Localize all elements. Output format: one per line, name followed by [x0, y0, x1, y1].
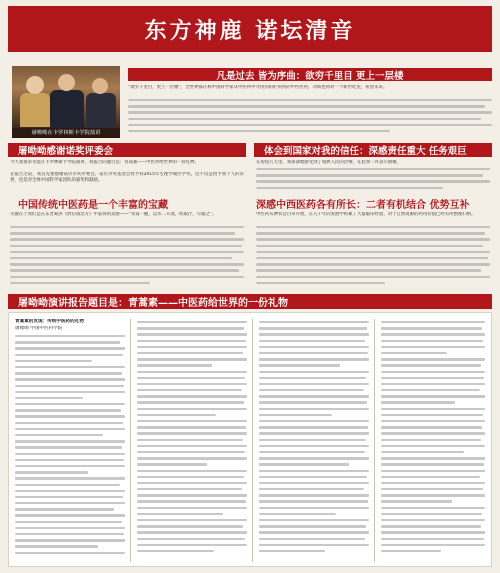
trust-bar	[254, 143, 492, 157]
top-intro-text: “欲穷千里目，更上一层楼”，全世界都在称中国科学家从中医药中寻找到的疟疾药的中医医药，功绩也将对一个新世纪里，希望未来。	[128, 85, 388, 90]
treasure-text-1: 关键在于我们是在东晋葛洪《肘后备急方》中获得的灵感——“青蒿一握，以水二升渍，绞取汁，尽服之”。	[10, 212, 217, 217]
treasure-heading: 中国传统中医药是一个丰富的宝藏	[18, 200, 168, 210]
paper-title: 青蒿素的发现：传统中医药的礼物	[15, 319, 84, 324]
photo-caption: 屠呦呦在卡罗林斯卡学院演讲	[12, 128, 120, 138]
top-body-lines	[128, 99, 492, 139]
title-banner	[8, 6, 492, 52]
treasure-body-lines	[10, 226, 244, 294]
thanks-heading: 屠呦呦感谢诺奖评委会	[18, 146, 114, 157]
lecture-photo	[12, 66, 120, 128]
lecture-paper	[8, 312, 492, 567]
paper-author: 屠呦呦 中国中医科学院	[15, 326, 63, 331]
paper-col3-lines	[259, 321, 369, 561]
thanks-text-2: 在报告之前，我首先要感谢诺贝尔奖评委会，诺贝尔奖基金会授予我2015年生理学或医学奖。这不仅是授予我个人的荣誉，也是对全体中国科学家团队的嘉奖和鼓励。	[10, 172, 244, 184]
trust-text-1: 在短短几天里，我深深地感受到了瑞典人民的热情，在此我一并表示感谢。	[256, 160, 401, 165]
report-bar	[8, 294, 492, 309]
poster-title: 东方神鹿 诺坛清音	[144, 17, 356, 44]
paper-col1-lines	[15, 335, 125, 561]
top-headline: 凡是过去 皆为序曲：欲穷千里目 更上一层楼	[216, 70, 404, 81]
paper-col4-lines	[381, 321, 485, 561]
trust-body-lines	[256, 168, 490, 194]
report-heading: 屠呦呦演讲报告题目是：青蒿素——中医药给世界的一份礼物	[18, 298, 288, 309]
combine-heading: 深感中西医药各有所长：二者有机结合 优势互补	[256, 200, 470, 210]
thanks-bar	[8, 143, 246, 157]
combine-text-1: 中医药从神农尝百草开始，在几千年的发展中积累了大量临床经验，对于自然资源的药用价值已经有所整理归纳。	[256, 212, 476, 217]
thanks-text-1: 今天我很荣幸能在卡罗林斯卡学院演讲，我报告的题目是：青蒿素——中医药给世界的一份礼物。	[10, 160, 199, 165]
paper-col2-lines	[137, 321, 247, 561]
top-headline-bar	[128, 68, 492, 81]
combine-body-lines	[256, 226, 490, 294]
trust-heading: 体会到国家对我的信任：深感责任重大 任务艰巨	[264, 146, 467, 157]
